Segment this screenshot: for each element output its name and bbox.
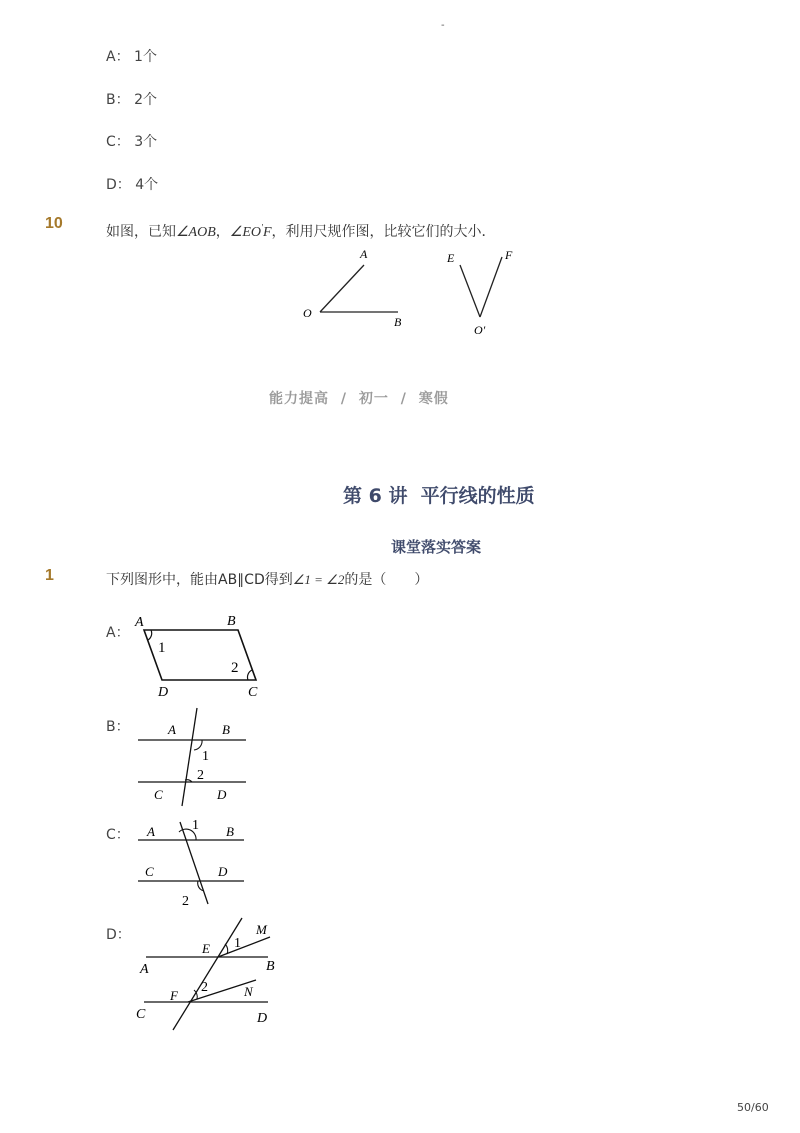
label-a: A xyxy=(140,962,149,977)
breadcrumb-item: 寒假 xyxy=(418,391,449,407)
option-b-figure xyxy=(130,702,270,812)
text-pre: 如图，已知 xyxy=(106,224,176,240)
option-d-label[interactable]: D： xyxy=(106,927,131,943)
label-d: D xyxy=(218,864,228,879)
label-d: D xyxy=(217,787,227,802)
label-a: A xyxy=(168,722,176,737)
prev-option-c[interactable] xyxy=(106,131,157,151)
text-pre: 下列图形中，能由AB∥CD得到 xyxy=(106,572,293,588)
option-text: 1个 xyxy=(134,49,157,65)
option-d-figure xyxy=(130,912,280,1032)
option-label: A： xyxy=(106,49,130,65)
angle-1: 1 xyxy=(234,936,241,951)
page-number: 50/60 xyxy=(737,1101,769,1114)
label-d: D xyxy=(257,1011,268,1026)
q10-figure xyxy=(290,245,540,345)
angle-1: 1 xyxy=(192,818,199,833)
option-a-label[interactable]: A： xyxy=(106,625,130,641)
angle-2: 2 xyxy=(231,660,239,676)
math-angle-aob: ∠AOB xyxy=(176,225,216,240)
option-b-label[interactable]: B： xyxy=(106,719,130,735)
label-o: O xyxy=(303,306,312,320)
section-title: 课堂落实答案 xyxy=(391,538,482,556)
question-text xyxy=(106,569,428,589)
math-angle-eof: ∠EO′F xyxy=(229,222,272,240)
prev-option-d[interactable] xyxy=(106,174,158,194)
text-post: ，利用尺规作图，比较它们的大小． xyxy=(271,224,496,240)
label-a: A xyxy=(360,247,368,261)
label-m: M xyxy=(256,922,267,937)
label-f: F xyxy=(170,988,178,1003)
label-d: D xyxy=(158,685,169,700)
option-label: D： xyxy=(106,177,131,193)
prev-option-a[interactable] xyxy=(106,46,157,66)
question-text xyxy=(106,221,496,241)
option-text: 4个 xyxy=(135,177,159,193)
label-e: E xyxy=(447,251,455,265)
breadcrumb-item: 初一 xyxy=(358,391,389,407)
label-a: A xyxy=(147,824,155,839)
angle-2: 2 xyxy=(201,980,208,995)
label-b: B xyxy=(226,824,234,839)
label-a: A xyxy=(135,615,144,630)
label-b: B xyxy=(222,722,230,737)
label-c: C xyxy=(145,864,154,879)
text-post: 的是（ ） xyxy=(344,572,429,588)
lecture-title: 第 6 讲 平行线的性质 xyxy=(343,485,535,507)
angle-1: 1 xyxy=(202,749,209,764)
prev-option-b[interactable] xyxy=(106,89,157,109)
math-angle-eq: ∠1 = ∠2 xyxy=(292,572,345,587)
question-number: 1 xyxy=(45,567,54,584)
header-mark: - xyxy=(441,20,445,31)
label-n: N xyxy=(244,984,253,999)
option-text: 2个 xyxy=(134,92,157,108)
option-label: B： xyxy=(106,92,130,108)
label-b: B xyxy=(266,959,275,974)
breadcrumb xyxy=(269,388,449,408)
label-c: C xyxy=(136,1007,146,1022)
question-number: 10 xyxy=(45,215,63,232)
breadcrumb-sep: / xyxy=(340,391,347,407)
label-o-prime: O′ xyxy=(474,323,486,337)
option-text: 3个 xyxy=(134,134,158,150)
option-c-figure xyxy=(130,812,270,912)
text-sep: ， xyxy=(215,224,230,240)
label-e: E xyxy=(202,941,210,956)
breadcrumb-sep: / xyxy=(400,391,407,407)
label-c: C xyxy=(248,685,258,700)
option-a-figure xyxy=(130,608,270,703)
angle-2: 2 xyxy=(182,894,189,909)
breadcrumb-item: 能力提高 xyxy=(269,391,329,407)
label-c: C xyxy=(154,787,163,802)
option-c-label[interactable]: C： xyxy=(106,827,130,843)
label-b: B xyxy=(394,315,402,329)
angle-2: 2 xyxy=(197,768,204,783)
angle-1: 1 xyxy=(158,640,166,656)
option-label: C： xyxy=(106,134,130,150)
label-f: F xyxy=(505,248,513,262)
label-b: B xyxy=(227,614,236,629)
